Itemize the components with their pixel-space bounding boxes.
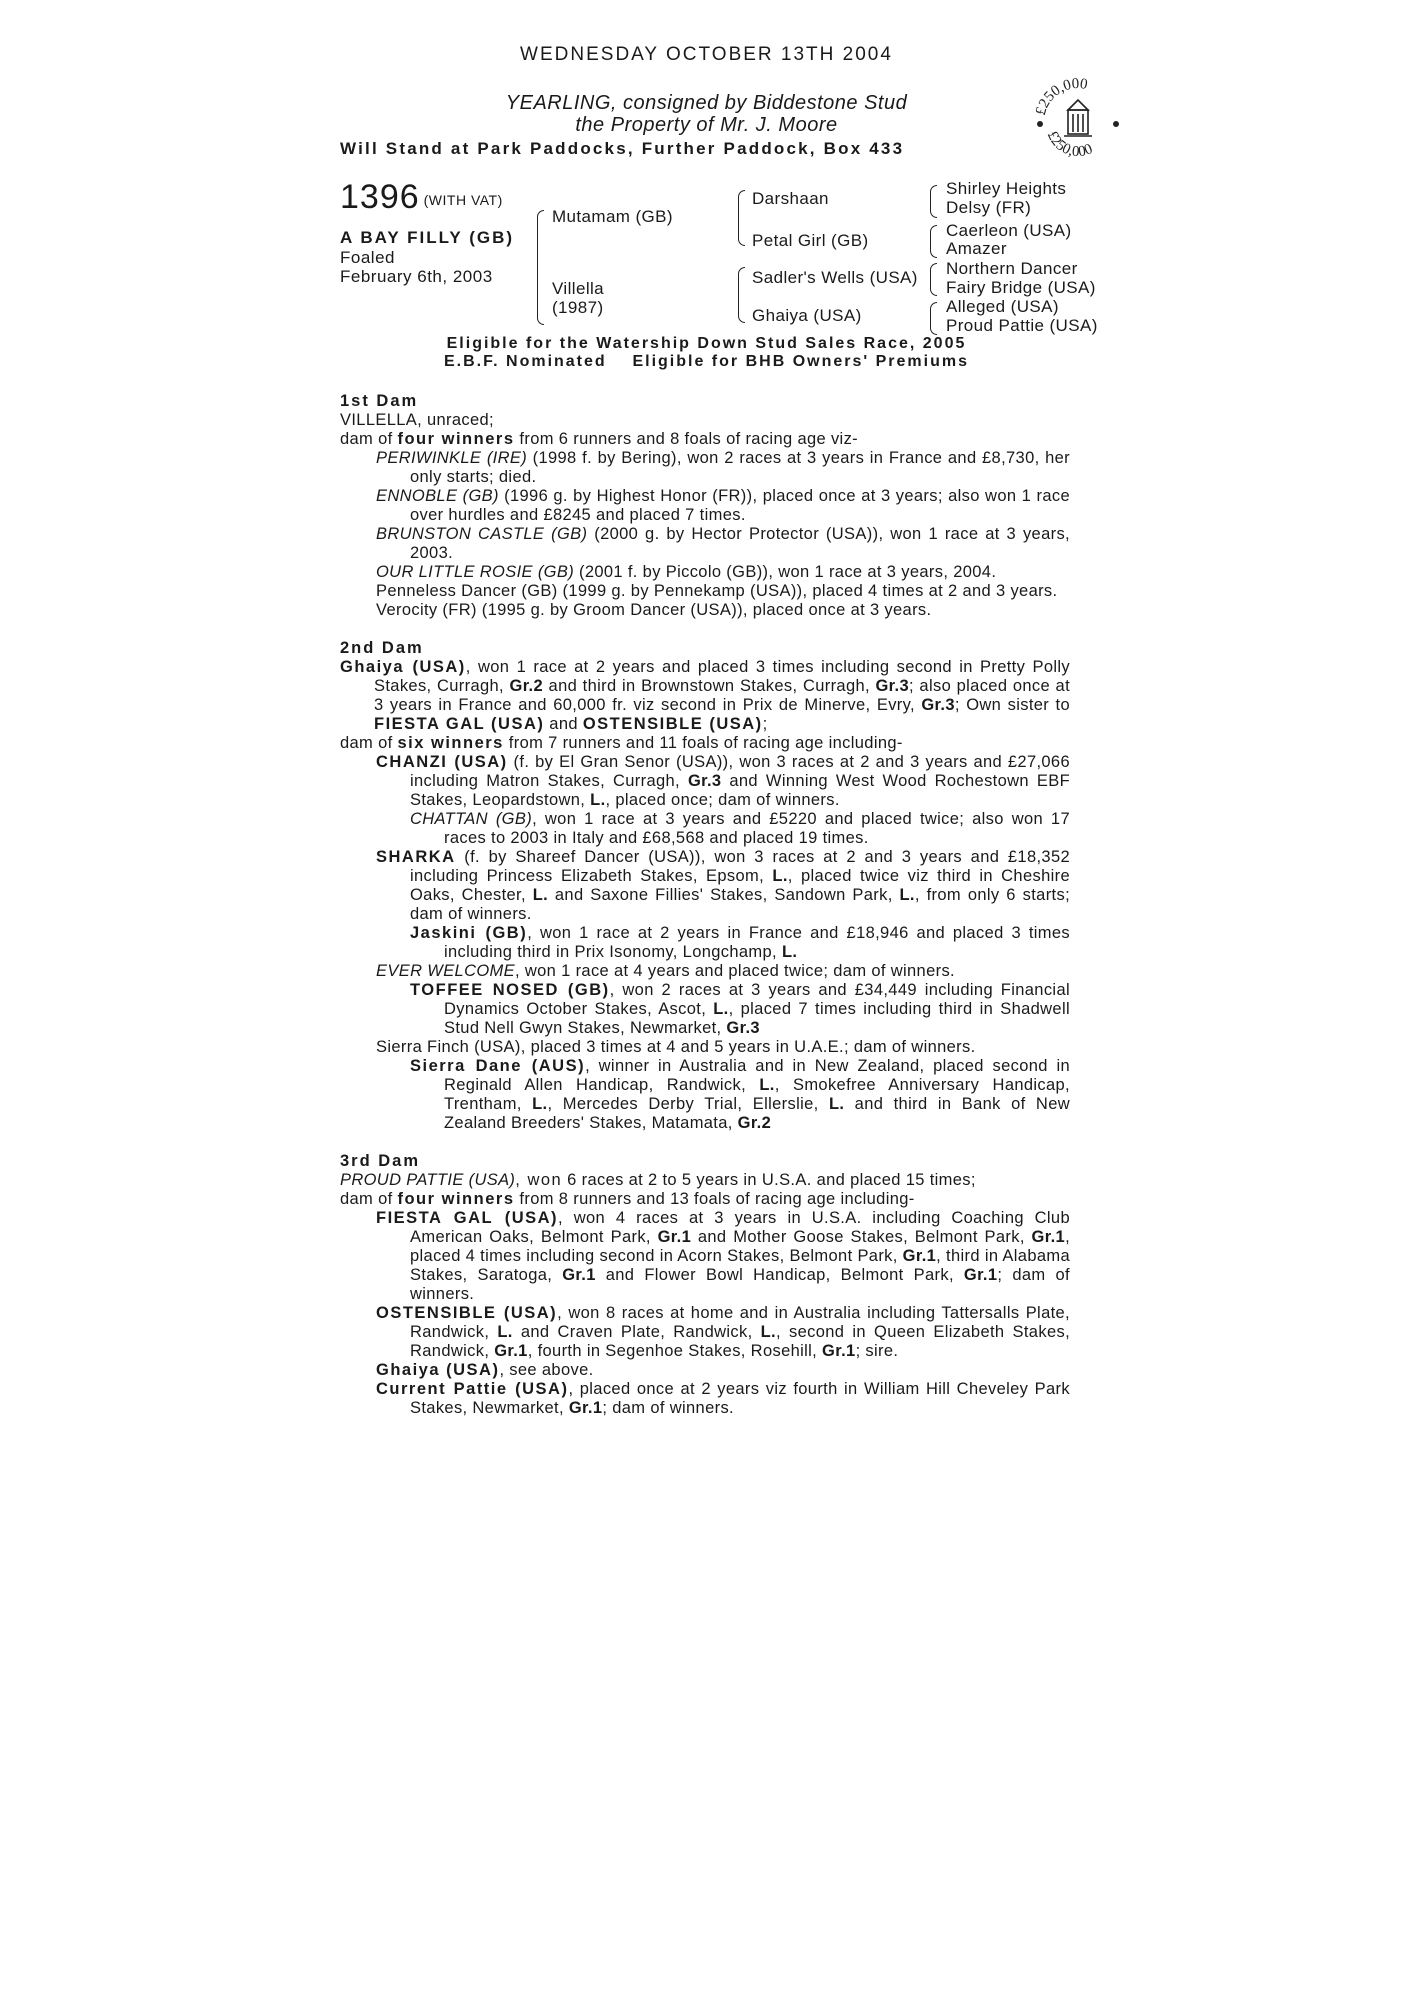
progeny-name: ENNOBLE (GB) [376,487,499,505]
text-span: ; dam of winners. [602,1399,734,1417]
pedigree-brace-g2 [930,225,937,258]
progeny-name: CHANZI (USA) [376,753,508,771]
pedigree-brace-g1 [930,185,937,218]
sale-date: WEDNESDAY OCTOBER 13TH 2004 [520,44,893,65]
progeny-entry: Sierra Finch (USA), placed 3 times at 4 and 5 years in U.A.E.; dam of winners. [376,1038,976,1056]
progeny-name: Sierra Dane (AUS) [410,1057,586,1075]
grade: Gr.2 [737,1114,772,1132]
pedigree-gg-2: Delsy (FR) [946,198,1032,217]
grade: Gr.3 [726,1019,760,1037]
text-span: dam of [340,734,398,752]
stamp-text-top: £250,000 [1032,75,1089,118]
grade: L. [532,886,549,904]
text-span: ; dam of winners. [410,1266,1070,1303]
progeny-entry [340,753,1070,810]
stand-location: Will Stand at Park Paddocks, Further Paddock, Box 433 [340,139,905,158]
property-line: the Property of Mr. J. Moore [575,114,838,136]
horse-name: A BAY FILLY (GB) [340,228,515,247]
text-span: and Flower Bowl Handicap, Belmont Park, [595,1266,964,1284]
grand-progeny-entry [340,810,1070,848]
pedigree-gg-5: Northern Dancer [946,259,1078,278]
third-dam-record [340,1171,1070,1190]
pedigree-gg-4: Amazer [946,239,1007,258]
second-dam-heading: 2nd Dam [340,639,424,657]
foaled-block [340,248,493,286]
progeny-entry [340,848,1070,924]
grade: Gr.3 [921,696,955,714]
foaled-label: Foaled [340,248,395,267]
grade: Gr.2 [509,677,544,695]
winners-count: six winners [397,734,504,752]
progeny-entry [340,962,1070,981]
pedigree-gg-6: Fairy Bridge (USA) [946,278,1096,297]
progeny-entry [340,525,1070,563]
vat-note: (WITH VAT) [423,192,503,208]
text-span: , placed once at 2 years viz fourth in William Hill Cheveley Park Stakes, Newmarket, [410,1380,1070,1417]
pedigree-gg-1: Shirley Heights [946,179,1067,198]
grade: L. [899,886,915,904]
pedigree-brace-sire [738,190,745,246]
eligibility-line-2-text: E.B.F. Nominated Eligible for BHB Owners' Premiums [444,353,969,370]
progeny-entry [340,487,1070,525]
text-span: ; Own sister to [954,696,1070,714]
grand-progeny-entry [340,924,1070,962]
progeny-name: Ghaiya (USA) [376,1361,500,1379]
grand-progeny-entry [340,981,1070,1038]
grade: Gr.1 [568,1399,603,1417]
reserve-stamp-icon [1030,68,1126,164]
progeny-name: OUR LITTLE ROSIE (GB) [376,563,575,581]
progeny-name: CHATTAN (GB) [410,810,533,828]
grade: L. [828,1095,845,1113]
pedigree-sire-sire: Darshaan [752,189,829,208]
pedigree-dam: Villella [552,279,605,298]
text-span: , Mercedes Derby Trial, Ellerslie, [547,1095,829,1113]
grade: L. [532,1095,548,1113]
grade: L. [760,1323,776,1341]
text-span: ; also placed once at 3 years in France and 60,000 fr. viz second in Prix de Minerve, Evry, [374,677,1071,714]
text-span: , placed 7 times including third in Shadwell Stud Nell Gwyn Stakes, Newmarket, [444,1000,1070,1037]
progeny-name: BRUNSTON CASTLE (GB) [376,525,588,543]
first-dam-heading: 1st Dam [340,392,419,410]
grade: Gr.3 [687,772,722,790]
sibling-name: FIESTA GAL (USA) [374,715,545,733]
grade: L. [781,943,798,961]
text-span: , won 2 races at 3 years and £34,449 including Financial Dynamics October Stakes, Ascot, [444,981,1070,1018]
text-span: and Saxone Fillies' Stakes, Sandown Park, [548,886,900,904]
progeny-entry: Penneless Dancer (GB) (1999 g. by Pennekamp (USA)), placed 4 times at 2 and 3 years. [376,582,1058,600]
text-span: , won [515,1171,563,1189]
consignment-line: YEARLING, consigned by Biddestone Stud [505,92,908,114]
progeny-text: (1998 f. by Bering), won 2 races at 3 years in France and £8,730, her only starts; died. [410,449,1070,486]
text-span: and third in Bank of New Zealand Breeders' Stakes, Matamata, [444,1095,1070,1132]
progeny-entry [340,449,1070,487]
text-span: , placed once; dam of winners. [605,791,840,809]
second-dam-record [340,658,1070,734]
progeny-entry [340,563,1070,582]
text-span: and Mother Goose Stakes, Belmont Park, [691,1228,1032,1246]
progeny-name: Jaskini (GB) [410,924,528,942]
text-span: , won 4 races at 3 years in U.S.A. including Coaching Club American Oaks, Belmont Park, [410,1209,1070,1246]
grade: Gr.3 [875,677,909,695]
sibling-name: OSTENSIBLE (USA) [582,715,763,733]
text-span: ; sire. [855,1342,899,1360]
winners-count: four winners [397,430,515,448]
second-dam-progeny-summary [340,734,1070,753]
pedigree-dam-sire: Sadler's Wells (USA) [752,268,918,287]
text-span: and Craven Plate, Randwick, [512,1323,761,1341]
text-span: , winner in Australia and in New Zealand, placed second in Reginald Allen Handicap, Randwick, [444,1057,1070,1094]
dam-name: PROUD PATTIE (USA) [340,1171,516,1189]
text-span: , won 1 race at 3 years and £5220 and placed twice; also won 17 races to 2003 in Italy and £68,568 and placed 19 times. [444,810,1070,847]
pedigree-brace-lower [537,266,544,325]
text-span: , see above. [499,1361,594,1379]
text-span: (f. by El Gran Senor (USA)), won 3 races at 2 and 3 years and £27,066 including Matron Stakes, Curragh, [410,753,1070,790]
progeny-name: SHARKA [376,848,456,866]
progeny-name: FIESTA GAL (USA) [376,1209,559,1227]
text-span: (f. by Shareef Dancer (USA)), won 3 races at 2 and 3 years and £18,352 including Princess Elizabeth Stakes, Epsom, [410,848,1070,885]
text-span: , third in Alabama Stakes, Saratoga, [410,1247,1070,1284]
first-dam-name: VILLELLA, unraced; [340,411,494,429]
pedigree-dam-year: (1987) [552,298,604,317]
progeny-entry [340,1361,1070,1380]
grade: Gr.1 [562,1266,596,1284]
text-span: , won 1 race at 2 years in France and £18,946 and placed 3 times including third in Prix Isonomy, Longchamp, [444,924,1070,961]
text-span: and [544,715,583,733]
pedigree-brace-dam [738,267,745,323]
grand-progeny-entry [340,1057,1070,1133]
grade: L. [497,1323,513,1341]
text-span: from 6 runners and 8 foals of racing age viz- [514,430,859,448]
eligibility-line-2 [0,353,1413,371]
text-span: dam of [340,1190,398,1208]
text-span: , won 8 races at home and in Australia including Tattersalls Plate, Randwick, [410,1304,1070,1341]
text-span: 6 races at 2 to 5 years in U.S.A. and placed 15 times; [562,1171,976,1189]
grade: L. [772,867,788,885]
pedigree-brace-g4 [930,302,937,335]
progeny-text: (2000 g. by Hector Protector (USA)), won 1 race at 3 years, 2003. [410,525,1070,562]
text-span: and Winning West Wood Rochestown EBF Stakes, Leopardstown, [410,772,1070,809]
progeny-name: TOFFEE NOSED (GB) [410,981,610,999]
grade: Gr.1 [1031,1228,1066,1246]
progeny-entry [340,1209,1070,1304]
text-span: , second in Queen Elizabeth Stakes, Randwick, [410,1323,1070,1360]
progeny-entry: Verocity (FR) (1995 g. by Groom Dancer (USA)), placed once at 3 years. [376,601,932,619]
progeny-name: PERIWINKLE (IRE) [376,449,528,467]
stamp-text-bottom: £250,000 [1043,128,1096,161]
third-dam-progeny-summary [340,1190,1070,1209]
pedigree-dam-dam: Ghaiya (USA) [752,306,862,325]
grade: Gr.1 [657,1228,692,1246]
first-dam-record [340,430,1070,449]
text-span: , placed 4 times including second in Acorn Stakes, Belmont Park, [410,1228,1070,1265]
text-span: , placed twice viz third in Cheshire Oaks, Chester, [410,867,1070,904]
progeny-name: EVER WELCOME [376,962,515,980]
grade: Gr.1 [494,1342,528,1360]
third-dam-heading: 3rd Dam [340,1152,421,1170]
pedigree-brace-g3 [930,263,937,296]
winners-count: four winners [397,1190,515,1208]
lot-number-value: 1396 [340,178,420,216]
dam-details [340,373,1070,1418]
progeny-text: (2001 f. by Piccolo (GB)), won 1 race at 3 years, 2004. [574,563,997,581]
eligibility-line-1: Eligible for the Watership Down Stud Sales Race, 2005 [446,335,967,352]
grade: Gr.1 [822,1342,856,1360]
progeny-entry [340,1304,1070,1361]
text-span: from 8 runners and 13 foals of racing age including- [514,1190,915,1208]
grade: L. [590,791,606,809]
grade: L. [759,1076,775,1094]
grade: L. [713,1000,729,1018]
pedigree-gg-3: Caerleon (USA) [946,221,1072,240]
text-span: ; [762,715,768,733]
text-span: and third in Brownstown Stakes, Curragh, [543,677,876,695]
progeny-text: (1996 g. by Highest Honor (FR)), placed once at 3 years; also won 1 race over hurdles and £8245 and placed 7 times. [410,487,1070,524]
pedigree-sire-dam: Petal Girl (GB) [752,231,869,250]
foaled-date: February 6th, 2003 [340,267,493,286]
svg-text:£250,000 [1033,76,1089,117]
text-span: , won 1 race at 2 years and placed 3 times including second in Pretty Polly Stakes, Curragh, [374,658,1071,695]
text-span: dam of [340,430,398,448]
text-span: from 7 runners and 11 foals of racing age including- [503,734,903,752]
text-span: , won 1 race at 4 years and placed twice; dam of winners. [514,962,955,980]
pedigree-brace-upper [537,210,544,267]
pedigree-sire: Mutamam (GB) [552,207,673,226]
dam-name: Ghaiya (USA) [340,658,466,676]
progeny-name: Current Pattie (USA) [376,1380,569,1398]
text-span: , Smokefree Anniversary Handicap, Trentham, [444,1076,1070,1113]
pedigree-gg-8: Proud Pattie (USA) [946,316,1098,335]
progeny-entry [340,1380,1070,1418]
grade: Gr.1 [902,1247,937,1265]
grade: Gr.1 [963,1266,998,1284]
pedigree-gg-7: Alleged (USA) [946,297,1059,316]
text-span: , fourth in Segenhoe Stakes, Rosehill, [527,1342,823,1360]
text-span: , from only 6 starts; dam of winners. [410,886,1071,923]
lot-number [340,178,503,217]
progeny-name: OSTENSIBLE (USA) [376,1304,558,1322]
